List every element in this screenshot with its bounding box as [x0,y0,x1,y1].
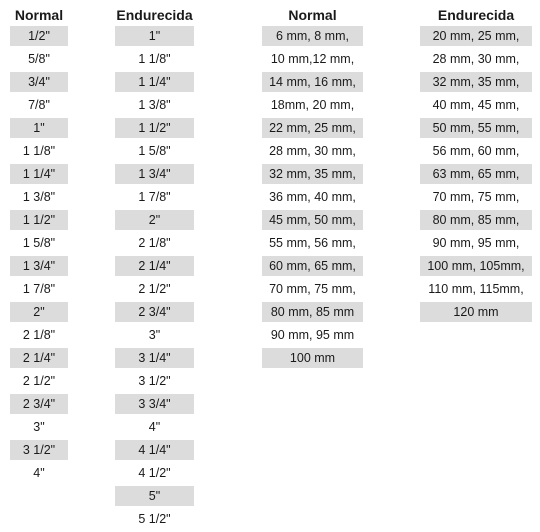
table-cell: 45 mm, 50 mm, [262,210,363,230]
table-cell: 100 mm, 105mm, [420,256,532,276]
table-cell: 7/8" [28,98,50,112]
table-cell: 3" [148,328,161,342]
table-cell: 18mm, 20 mm, [270,98,355,112]
table-cell: 22 mm, 25 mm, [262,118,363,138]
table-cell: 1" [10,118,68,138]
table-cell: 28 mm, 30 mm, [269,144,356,158]
table-cell: 90 mm, 95 mm, [432,236,520,250]
table-cell: 2 1/2" [138,282,171,296]
table-cell: 3/4" [10,72,68,92]
table-cell: 3" [33,420,45,434]
mm-hardened-column [420,0,532,325]
table-cell: 5" [115,486,194,506]
column-cells [262,26,363,368]
table-cell: 4 1/4" [115,440,194,460]
table-cell: 4 1/2" [138,466,171,480]
table-cell: 2 3/4" [10,394,68,414]
table-cell: 5 1/2" [138,512,171,526]
table-cell: 1 1/8" [138,52,171,66]
table-cell: 110 mm, 115mm, [428,282,524,296]
inch-hardened-column [115,0,194,532]
table-cell: 4" [33,466,45,480]
table-cell: 4" [148,420,161,434]
table-cell: 90 mm, 95 mm [270,328,355,342]
table-cell: 3 3/4" [115,394,194,414]
column-header: Endurecida [437,7,515,23]
table-cell: 40 mm, 45 mm, [432,98,520,112]
table-cell: 36 mm, 40 mm, [269,190,356,204]
table-cell: 32 mm, 35 mm, [262,164,363,184]
table-cell: 10 mm,12 mm, [270,52,355,66]
table-cell: 120 mm [420,302,532,322]
table-cell: 2 1/8" [138,236,171,250]
table-cell: 14 mm, 16 mm, [262,72,363,92]
table-cell: 100 mm [262,348,363,368]
column-header: Endurecida [116,7,193,23]
table-cell: 3 1/4" [115,348,194,368]
table-cell: 1 1/2" [10,210,68,230]
table-cell: 2" [10,302,68,322]
table-cell: 1 7/8" [22,282,56,296]
table-cell: 1 1/4" [10,164,68,184]
table-cell: 1 3/8" [138,98,171,112]
table-cell: 2 1/4" [115,256,194,276]
table-cell: 20 mm, 25 mm, [420,26,532,46]
table-cell: 1 5/8" [22,236,56,250]
table-cell: 1 1/2" [115,118,194,138]
table-cell: 1/2" [10,26,68,46]
table-cell: 1 3/4" [115,164,194,184]
table-cell: 2 1/2" [22,374,56,388]
table-cell: 60 mm, 65 mm, [262,256,363,276]
table-cell: 56 mm, 60 mm, [432,144,520,158]
table-cell: 2" [115,210,194,230]
table-cell: 63 mm, 65 mm, [420,164,532,184]
table-cell: 1" [115,26,194,46]
table-cell: 2 1/4" [10,348,68,368]
table-cell: 1 1/4" [115,72,194,92]
table-cell: 1 3/4" [10,256,68,276]
table-cell: 70 mm, 75 mm, [269,282,356,296]
mm-normal-column [262,0,363,371]
table-cell: 2 1/8" [22,328,56,342]
column-cells [10,26,68,483]
table-cell: 1 3/8" [22,190,56,204]
column-cells [420,26,532,322]
table-cell: 28 mm, 30 mm, [432,52,520,66]
table-cell: 5/8" [28,52,50,66]
table-cell: 50 mm, 55 mm, [420,118,532,138]
table-cell: 2 3/4" [115,302,194,322]
column-cells [115,26,194,529]
table-cell: 55 mm, 56 mm, [269,236,356,250]
table-cell: 1 7/8" [138,190,171,204]
table-cell: 32 mm, 35 mm, [420,72,532,92]
column-header: Normal [288,7,337,23]
table-cell: 6 mm, 8 mm, [262,26,363,46]
table-cell: 3 1/2" [10,440,68,460]
table-cell: 80 mm, 85 mm, [420,210,532,230]
column-header: Normal [14,7,64,23]
table-cell: 1 5/8" [138,144,171,158]
inch-normal-column [10,0,68,486]
table-cell: 1 1/8" [22,144,56,158]
table-cell: 80 mm, 85 mm [262,302,363,322]
table-cell: 3 1/2" [138,374,171,388]
table-cell: 70 mm, 75 mm, [432,190,520,204]
